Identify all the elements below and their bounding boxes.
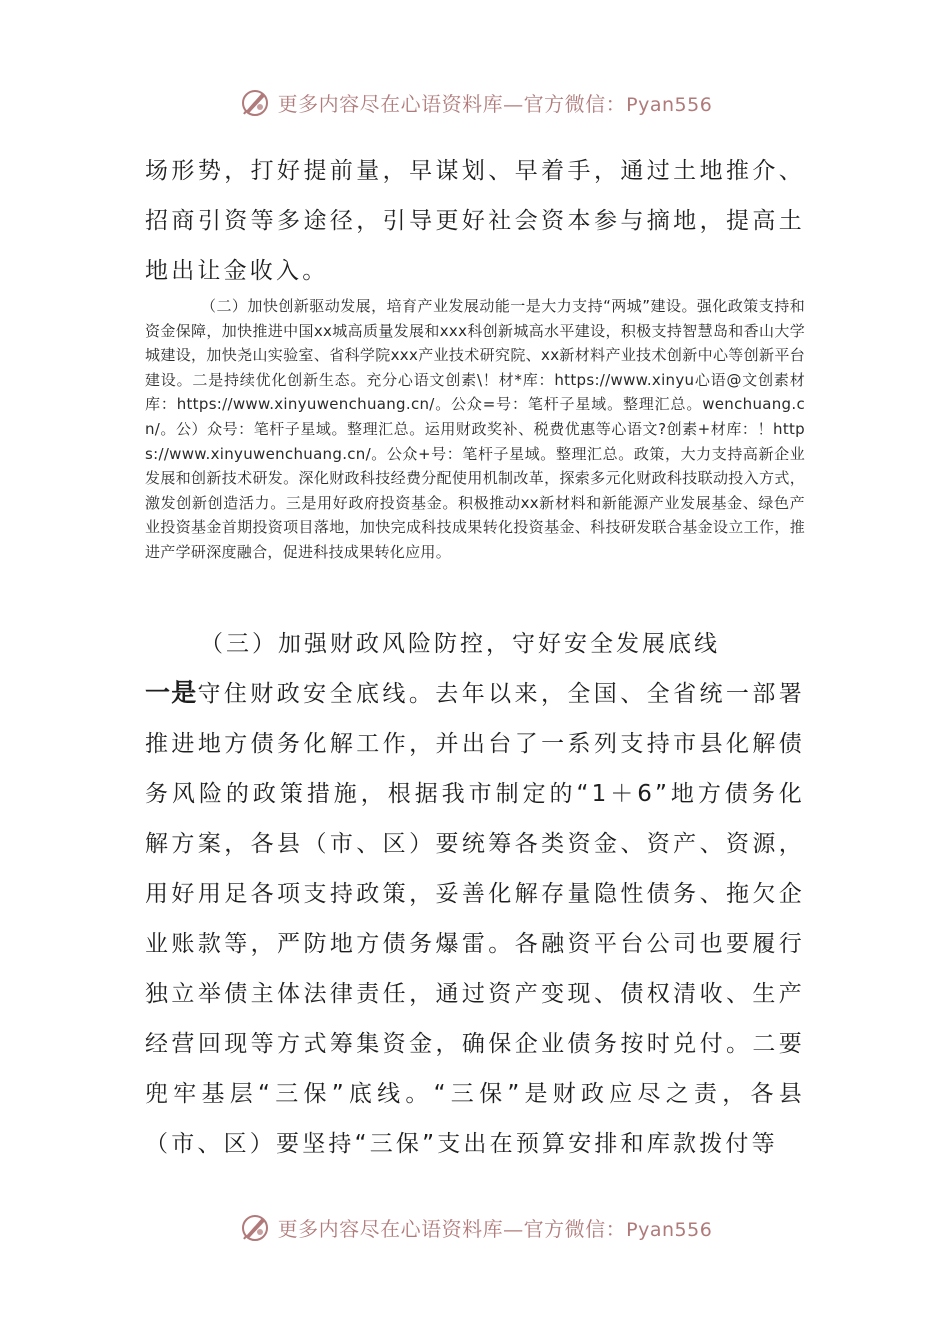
paragraph-1: 场形势，打好提前量，早谋划、早着手，通过土地推介、招商引资等多途径，引导更好社会资本参与摘地，提高土地出让金收入。 xyxy=(145,158,805,284)
section-2-paragraph: （二）加快创新驱动发展，培育产业发展动能一是大力支持“两城”建设。强化政策支持和资金保障，加快推进中国xx城高质量发展和xxx科创新城高水平建设，积极支持智慧岛和香山大学城建设，加快尧山实验室、省科学院xxx产业技术研究院、xx新材料产业技术创新中心等创新平台建设。二是持续优化创新生态。充分心语文创素\！材*库：https://www.xinyu心语@文创素材库：https://www.xinyuwenchuang.cn/。公众=号：笔杆子星域。整理汇总。wenchuang.cn/。公）众号：笔杆子星域。整理汇总。运用财政奖补、税费优惠等心语文?创素+材库：！https://www.xinyuwenchuang.cn/。公众+号：笔杆子星域。整理汇总。政策，大力支持高新企业发展和创新技术研发。深化财政科技经费分配使用机制改革，探索多元化财政科技联动投入方式，激发创新创造活力。三是用好政府投资基金。积极推动xx新材料和新能源产业发展基金、绿色产业投资基金首期投资项目落地，加快完成科技成果转化投资基金、科技研发联合基金设立工作，推进产学研深度融合，促进科技成果转化应用。 xyxy=(145,297,805,561)
banner-text xyxy=(278,1213,713,1242)
banner-label: 更多内容尽在心语资料库—官方微信： xyxy=(277,91,627,116)
section-3-heading: （三）加强财政风险防控，守好安全发展底线 xyxy=(200,631,720,657)
quill-pen-logo-icon xyxy=(238,1210,272,1244)
banner-wechat-id: Pyan556 xyxy=(626,1218,713,1241)
banner-label: 更多内容尽在心语资料库—官方微信： xyxy=(277,1216,627,1241)
banner-wechat-id: Pyan556 xyxy=(626,93,713,116)
paragraph-3-lead: 一是 xyxy=(145,678,198,707)
footer-banner xyxy=(0,1207,950,1247)
paragraph-3 xyxy=(145,668,805,1169)
header-banner xyxy=(0,82,950,122)
quill-pen-logo-icon xyxy=(238,85,272,119)
paragraph-3-body: 守住财政安全底线。去年以来，全国、全省统一部署推进地方债务化解工作，并出台了一系列支持市县化解债务风险的政策措施，根据我市制定的“1＋6”地方债务化解方案，各县（市、区）要统筹各类资金、资产、资源，用好用足各项支持政策，妥善化解存量隐性债务、拖欠企业账款等，严防地方债务爆雷。各融资平台公司也要履行独立举债主体法律责任，通过资产变现、债权清收、生产经营回现等方式筹集资金，确保企业债务按时兑付。二要兜牢基层“三保”底线。“三保”是财政应尽之责，各县（市、区）要坚持“三保”支出在预算安排和库款拨付等 xyxy=(145,681,805,1157)
banner-text xyxy=(278,88,713,117)
